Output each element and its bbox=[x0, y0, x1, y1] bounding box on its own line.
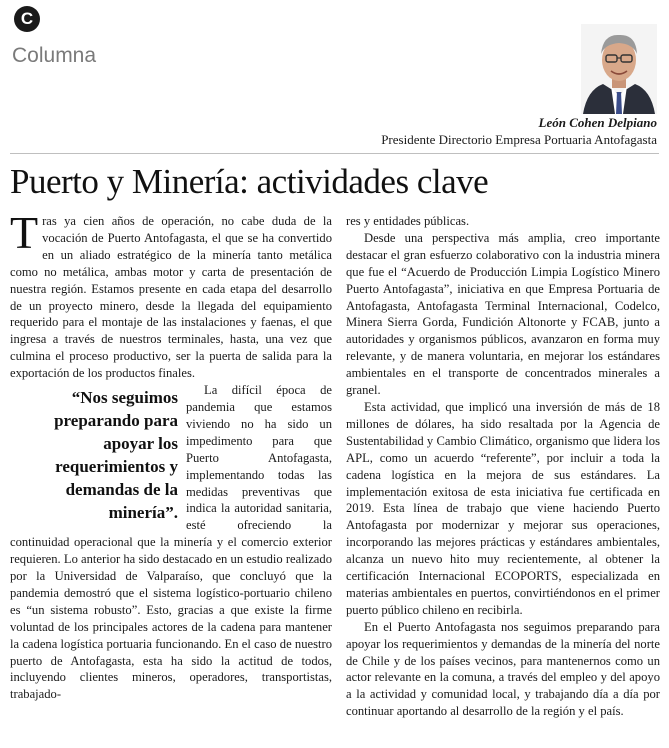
paragraph: En el Puerto Antofagasta nos seguimos preparando para apoyar los requerimientos y demandas de la minería del norte de Chile y de los países vecinos, para mantenernos como un actor relevante en la comuna, a través del empleo y del apoyo a la actividad y comunidad local, y trabajando día a día por continuar aportando al desarrollo de la región y el país. bbox=[346, 619, 660, 719]
pull-quote: “Nos seguimos preparando para apoyar los requerimientos y demandas de la minería”. bbox=[54, 388, 178, 523]
paragraph: Desde una perspectiva más amplia, creo importante destacar el gran esfuerzo colaborativo con la industria minera que fue el “Acuerdo de Producción Limpia Logístico Minero Puerto Antofagasta”, iniciativa en que Empresa Portuaria de Antofagasta, Antofagasta Terminal Internacional, Codelco, Minera Sierra Gorda, Fundición Altonorte y FCAB, junto a autoridades y organismos públicos, avanzaron en forma muy relevante, y de manera voluntaria, en mejorar los estándares ambientales en el transporte de concentrados minerales a granel. bbox=[346, 230, 660, 398]
paragraph-text: ras ya cien años de operación, no cabe duda de la vocación de Puerto Antofagasta, el que se ha convertido en un aliado estratégico de la minería tanto metálica como no metálica, ambas motor y carta de presentación de nuestra región. Estamos presente en cada etapa del desarrollo de un proyecto minero, desde la llegada del equipamiento requerido para el montaje de las instalaciones y faenas, el que ingresa a través de nuestros terminales, hasta, una vez que culmina el proceso productivo, ser la puerta de salida para la exportación de los productos finales. bbox=[10, 214, 332, 381]
article-column-2 bbox=[346, 213, 660, 720]
author-name: León Cohen Delpiano bbox=[538, 115, 657, 130]
header-divider bbox=[10, 153, 659, 154]
paragraph: Esta actividad, que implicó una inversión de más de 18 millones de dólares, ha sido resaltada por la Agencia de Sustentabilidad y Cambio Climático, organismo que lidera los APL, como un acuerdo “referente”, por incluir a toda la cadena logística en la mejora de sus estándares. La implementación exitosa de esta iniciativa fue certificada en 2019. Esta línea de trabajo que viene haciendo Puerto Antofagasta por modernizar y mejorar sus operaciones, incorporando las mejores prácticas y estándares ambientales, alcanza un nuevo hito muy recientemente, al obtener la certificación Internacional ECOPORTS, especializada en materias ambientales en puertos, convirtiéndonos en el primer puerto público chileno en recibirla. bbox=[346, 399, 660, 617]
paragraph: res y entidades públicas. bbox=[346, 214, 470, 228]
article-headline: Puerto y Minería: actividades clave bbox=[10, 162, 489, 201]
section-label: Columna bbox=[12, 44, 97, 67]
column-badge: C bbox=[14, 6, 40, 32]
author-photo bbox=[581, 24, 657, 114]
drop-cap: T bbox=[10, 207, 39, 258]
paragraph-text: La difícil época de pandemia que estamos viviendo no ha sido un impedimento para que Puerto Antofagasta, implementando todas las medidas preventivas que indica la autoridad sanitaria, esté ofreciendo la continuidad operacional que la minería y el comercio exterior requieren. Lo anterior ha sido destacado en un estudio realizado por la Universidad de Valparaíso, que concluyó que la pandemia demostró que el sistema logístico-portuario chileno es “un sistema robusto”. Esto, gracias a que existe la firme voluntad de los principales actores de la cadena para mantener la cadena logística portuaria funcionando. En el caso de nuestro puerto de Antofagasta, esta ha sido la actitud de todos, incluyendo clientes mineros, operadores, transportistas, trabajado- bbox=[10, 383, 332, 702]
author-title: Presidente Directorio Empresa Portuaria Antofagasta bbox=[381, 132, 657, 147]
article-column-1 bbox=[10, 207, 332, 703]
paragraph bbox=[10, 207, 332, 382]
author-byline bbox=[381, 114, 657, 148]
paragraph bbox=[10, 382, 332, 703]
